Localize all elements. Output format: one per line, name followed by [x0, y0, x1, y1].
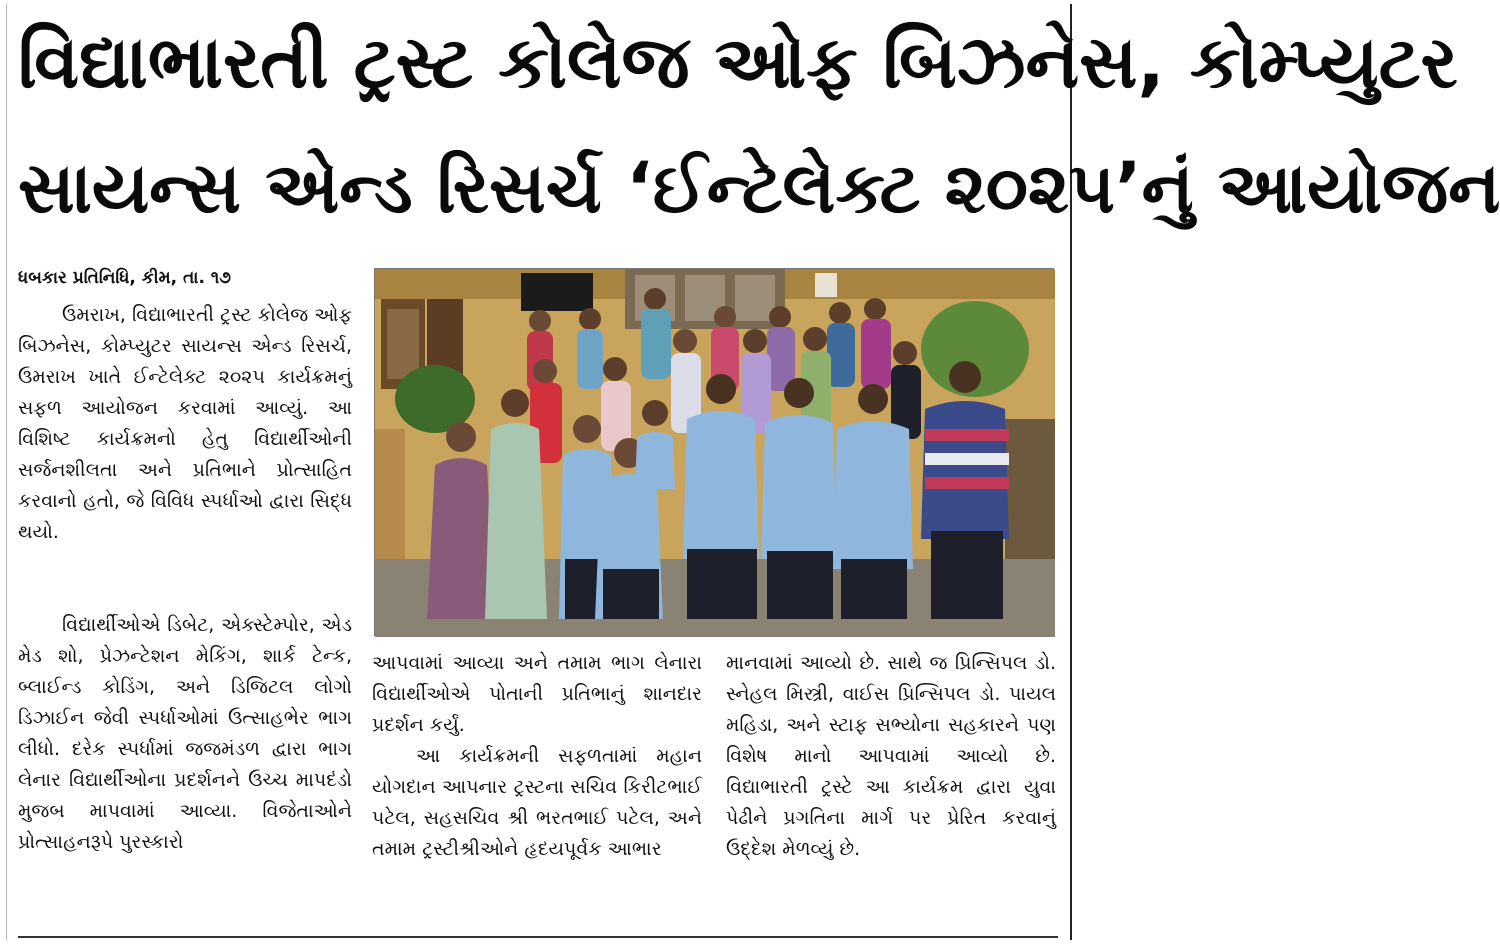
paragraph-3: આપવામાં આવ્યા અને તમામ ભાગ લેનારા વિદ્યાર્થીઓએ પોતાની પ્રતિભાનું શાનદાર પ્રદર્શન કર્યું. [372, 652, 702, 736]
headline-line-1: વિદ્યાભારતી ટ્રસ્ટ કોલેજ ઓફ બિઝનેસ, કોમ્પ્યુટર [18, 20, 1458, 104]
byline: ધબકાર પ્રતિનિધિ, કીમ, તા. ૧૭ [18, 268, 231, 288]
paragraph-1: ઉમરાખ, વિદ્યાભારતી ટ્રસ્ટ કોલેજ ઓફ બિઝનેસ, કોમ્પ્યુટર સાયન્સ એન્ડ રિસર્ચ, ઉમરાખ ખાતે ઈન્ટેલેક્ટ ૨૦૨૫ કાર્યક્રમનું સફળ આયોજન કરવામાં આવ્યું. આ વિશિષ્ટ કાર્યક્રમનો હેતુ વિદ્યાર્થીઓની સર્જનશીલતા અને પ્રતિભાને પ્રોત્સાહિત કરવાનો હતો, જે વિવિધ સ્પર્ધાઓ દ્વારા સિદ્ધ થયો. [18, 304, 352, 543]
article-column-1-bottom [18, 610, 352, 858]
paragraph-5: માનવામાં આવ્યો છે. સાથે જ પ્રિન્સિપલ ડો. સ્નેહલ મિસ્ત્રી, વાઈસ પ્રિન્સિપલ ડો. પાયલ મહિડા, અને સ્ટાફ સભ્યોના સહકારને પણ વિશેષ માનો આપવામાં આવ્યો છે. વિદ્યાભારતી ટ્રસ્ટે આ કાર્યક્રમ દ્વારા યુવા પેઢીને પ્રગતિના માર્ગ પર પ્રેરિત કરવાનું ઉદ્દેશ મેળવ્યું છે. [726, 652, 1056, 860]
bottom-rule [18, 936, 1058, 938]
group-photo-illustration [375, 269, 1055, 637]
article-column-1-top [18, 300, 352, 548]
group-photo [374, 268, 1054, 636]
paragraph-4: આ કાર્યક્રમની સફળતામાં મહાન યોગદાન આપનાર ટ્રસ્ટના સચિવ કિરીટભાઈ પટેલ, સહસચિવ શ્રી ભરતભાઈ પટેલ, અને તમામ ટ્રસ્ટીશ્રીઓને હૃદયપૂર્વક આભાર [372, 745, 702, 860]
headline-line-2: સાયન્સ એન્ડ રિસર્ચ ‘ઈન્ટેલેક્ટ ૨૦૨૫’નું આયોજન [18, 147, 1500, 229]
article-column-2 [372, 648, 702, 865]
paragraph-2: વિદ્યાર્થીઓએ ડિબેટ, એક્સ્ટેમ્પોર, એડ મેડ શો, પ્રેઝન્ટેશન મેકિંગ, શાર્ક ટેન્ક, બ્લાઈન્ડ કોડિંગ, અને ડિજિટલ લોગો ડિઝાઈન જેવી સ્પર્ધાઓમાં ઉત્સાહભેર ભાગ લીધો. દરેક સ્પર્ધામાં જજમંડળ દ્વારા ભાગ લેનાર વિદ્યાર્થીઓના પ્રદર્શનને ઉચ્ચ માપદંડો મુજબ માપવામાં આવ્યા. વિજેતાઓને પ્રોત્સાહનરૂપે પુરસ્કારો [18, 614, 352, 853]
article-column-3 [726, 648, 1056, 865]
